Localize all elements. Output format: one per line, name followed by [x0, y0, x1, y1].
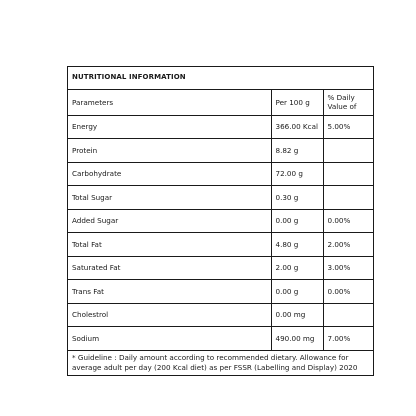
row-daily: 3.00% [323, 256, 373, 280]
table-row [68, 233, 373, 257]
row-value: 366.00 Kcal [271, 115, 323, 139]
header-per-100g: Per 100 g [271, 89, 323, 115]
row-value: 0.00 g [271, 209, 323, 233]
row-daily: 0.00% [323, 209, 373, 233]
table-row [68, 327, 373, 351]
row-name: Trans Fat [68, 280, 271, 304]
row-name: Energy [68, 115, 271, 139]
table-row [68, 303, 373, 327]
table-row [68, 256, 373, 280]
row-value: 4.80 g [271, 233, 323, 257]
row-name: Carbohydrate [68, 162, 271, 186]
row-daily: 5.00% [323, 115, 373, 139]
row-daily: 0.00% [323, 280, 373, 304]
nutrition-table [68, 67, 373, 376]
table-row [68, 280, 373, 304]
table-row [68, 115, 373, 139]
footnote-text: * Guideline : Daily amount according to recommended dietary. Allowance for average adult per day (200 Kcal diet) as per FSSR (Labelling and Display) 2020 [68, 350, 373, 376]
row-value: 8.82 g [271, 139, 323, 163]
row-daily [323, 186, 373, 210]
table-row [68, 209, 373, 233]
row-name: Total Sugar [68, 186, 271, 210]
row-daily [323, 139, 373, 163]
nutrition-panel [67, 66, 374, 376]
row-value: 2.00 g [271, 256, 323, 280]
row-daily [323, 303, 373, 327]
row-daily: 2.00% [323, 233, 373, 257]
row-name: Sodium [68, 327, 271, 351]
row-value: 72.00 g [271, 162, 323, 186]
table-row [68, 139, 373, 163]
table-row [68, 186, 373, 210]
header-row [68, 89, 373, 115]
row-value: 0.00 g [271, 280, 323, 304]
header-daily-value: % Daily Value of [323, 89, 373, 115]
table-row [68, 162, 373, 186]
header-parameters: Parameters [68, 89, 271, 115]
row-name: Cholestrol [68, 303, 271, 327]
row-value: 0.00 mg [271, 303, 323, 327]
row-name: Saturated Fat [68, 256, 271, 280]
footnote-row [68, 350, 373, 376]
row-name: Total Fat [68, 233, 271, 257]
row-daily: 7.00% [323, 327, 373, 351]
row-value: 490.00 mg [271, 327, 323, 351]
row-value: 0.30 g [271, 186, 323, 210]
row-name: Protein [68, 139, 271, 163]
row-name: Added Sugar [68, 209, 271, 233]
title-row [68, 67, 373, 89]
row-daily [323, 162, 373, 186]
table-title: NUTRITIONAL INFORMATION [68, 67, 373, 89]
